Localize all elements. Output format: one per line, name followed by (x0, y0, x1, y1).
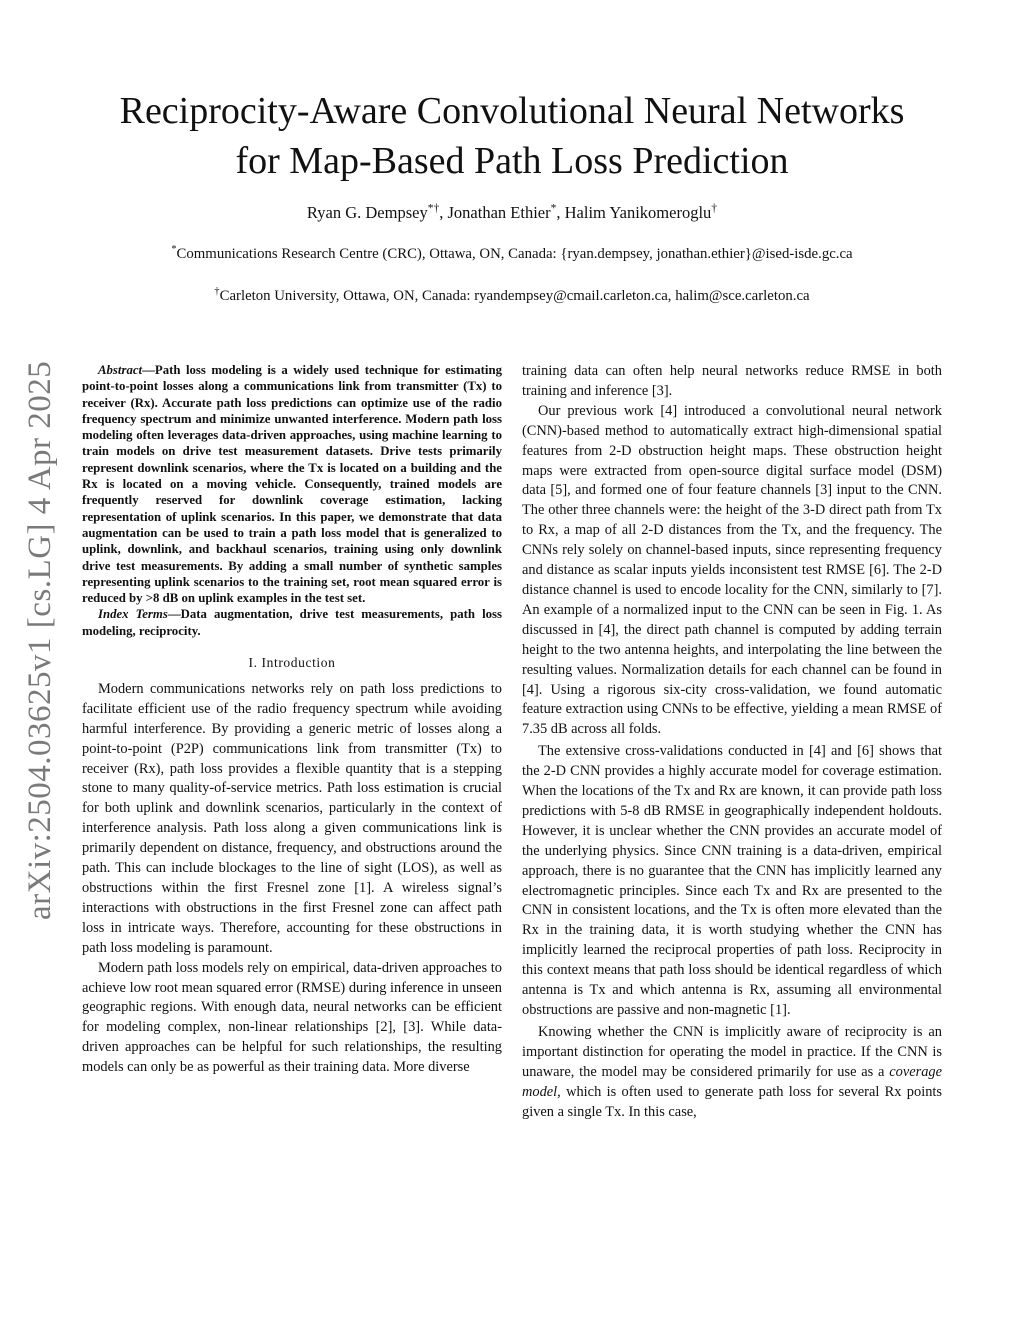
abstract (82, 362, 502, 606)
index-terms-text: —Data augmentation, drive test measurements, path loss modeling, reciprocity. (82, 607, 502, 638)
body-paragraph: Modern path loss models rely on empirical, data-driven approaches to achieve low root mean squared error (RMSE) during inference in unseen geographic regions. With enough data, neural networks can be efficient for modeling complex, non-linear relationships [2], [3]. While data-driven approaches can be helpful for such relationships, the resulting models can only be as powerful as their training data. More diverse (82, 959, 502, 1076)
author-separator: , (439, 203, 448, 222)
affiliation-mark: † (214, 286, 220, 298)
index-terms-label: Index Terms (98, 607, 168, 622)
body-paragraph: training data can often help neural networks reduce RMSE in both training and inference [3]. (522, 363, 942, 399)
arxiv-identifier: arXiv:2504.03625v1 [cs.LG] 4 Apr 2025 (22, 360, 58, 920)
abstract-label: Abstract (98, 363, 143, 377)
abstract-text: —Path loss modeling is a widely used technique for estimating point-to-point losses along a communications link from transmitter (Tx) to receiver (Rx). Accurate path loss predictions can optimize use of the radio frequency spectrum and minimize unwanted interference. Modern path loss modeling often leverages data-driven approaches, using machine learning to train models on drive test measurement datasets. Drive tests primarily represent downlink scenarios, where the Tx is located on a building and the Rx is located on a moving vehicle. Consequently, trained models are frequently reserved for downlink coverage estimation, lacking representation of uplink scenarios. In this paper, we demonstrate that data augmentation can be used to train a path loss model that is generalized to uplink, downlink, and backhaul scenarios, training using only downlink drive test measurements. By adding a small number of synthetic samples representing uplink scenarios to the training set, root mean squared error is reduced by >8 dB on uplink examples in the test set. (82, 363, 502, 606)
title-line-2: for Map-Based Path Loss Prediction (235, 140, 789, 183)
body-paragraph: The extensive cross-validations conducted in [4] and [6] shows that the 2-D CNN provides a highly accurate model for coverage estimation. When the locations of the Tx and Rx are known, it can provide path loss predictions with 5-8 dB RMSE in geographically independent holdouts. However, it is unclear whether the CNN provides an accurate model of the underlying physics. Since CNN training is a data-driven, empirical approach, there is no guarantee that the CNN has implicitly learned any electromagnetic principles. Since each Tx and Rx are presented to the CNN in consistent locations, and the Tx is often more elevated than the Rx in the training data, it is worth studying whether the CNN has implicitly learned the reciprocal properties of path loss. Reciprocity in this context means that path loss should be identical regardless of which antenna is Tx and which antenna is Rx, assuming all environmental obstructions are passive and non-magnetic [1]. (522, 743, 942, 1018)
text-run: , which is often used to generate path loss for several Rx points given a single Tx. In this case, (522, 1083, 942, 1120)
affiliation-mark: * (171, 244, 177, 256)
title-line-1: Reciprocity-Aware Convolutional Neural Networks (119, 90, 905, 132)
affiliation-mark: † (711, 202, 718, 215)
left-column (82, 362, 502, 1078)
affiliation-text: Carleton University, Ottawa, ON, Canada: ryandempsey@cmail.carleton.ca, halim@sce.carleton.ca (219, 288, 810, 304)
affiliation-mark: * (550, 202, 557, 215)
affiliation-crc (60, 246, 964, 263)
body-paragraph: Modern communications networks rely on path loss predictions to facilitate efficient use of the radio frequency spectrum while avoiding harmful interference. By providing a generic metric of losses along a point-to-point (P2P) communications link from transmitter (Tx) to receiver (Rx), path loss provides a flexible quantity that is a stepping stone to many quality-of-service metrics. Path loss estimation is crucial for both uplink and downlink scenarios, particularly in the context of interference analysis. Path loss along a given communications link is primarily dependent on distance, frequency, and obstructions around the path. This can include blockages to the line of sight (LOS), as well as obstructions within the first Fresnel zone [1]. A wireless signal’s interactions with obstructions in the first Fresnel zone can affect path loss in intricate ways. Therefore, accounting for these obstructions in path loss modeling is paramount. (82, 680, 502, 956)
body-paragraph: Our previous work [4] introduced a convolutional neural network (CNN)-based method to automatically extract high-dimensional spatial features from 2-D obstruction height maps. These obstruction height maps were extracted from open-source digital surface model (DSM) data [5], and formed one of four feature channels [3] input to the CNN. The other three channels were: the height of the 3-D direct path from Tx to Rx, a map of all 2-D distances from the Tx, and the frequency. The CNNs rely solely on channel-based inputs, since representing frequency and distance as scalar inputs yields inconsistent test RMSE [6]. The 2-D distance channel is used to encode locality for the CNN, similarly to [7]. An example of a normalized input to the CNN can be seen in Fig. 1. As discussed in [4], the direct path channel is computed by adding terrain height to the two antenna heights, and interpolating the line between the resulting values. Normalization details for each channel can be found in [4]. Using a rigorous six-city cross-validation, we found automatic feature extraction using CNNs to be effective, yielding a mean RMSE of 7.35 dB across all folds. (522, 402, 942, 738)
emphasis-text: coverage model (522, 1063, 942, 1100)
author-name: Ryan G. Dempsey (306, 203, 428, 222)
affiliation-mark: *† (427, 202, 440, 215)
paper-title (60, 86, 964, 186)
author-name: Halim Yanikomeroglu (564, 203, 712, 222)
text-run: Knowing whether the CNN is implicitly aware of reciprocity is an important distinction for operating the model in practice. If the CNN is unaware, the model may be considered primarily for use as a (522, 1023, 942, 1080)
affiliation-carleton (60, 288, 964, 305)
author-separator: , (556, 203, 565, 222)
index-terms (82, 606, 502, 639)
affiliation-text: Communications Research Centre (CRC), Ottawa, ON, Canada: {ryan.dempsey, jonathan.ethier}@ised-isde.gc.ca (176, 246, 853, 262)
author-name: Jonathan Ethier (447, 203, 551, 222)
right-column (522, 362, 942, 1122)
author-list (60, 203, 964, 223)
body-paragraph (522, 1023, 942, 1123)
section-heading: I. Introduction (248, 655, 336, 671)
